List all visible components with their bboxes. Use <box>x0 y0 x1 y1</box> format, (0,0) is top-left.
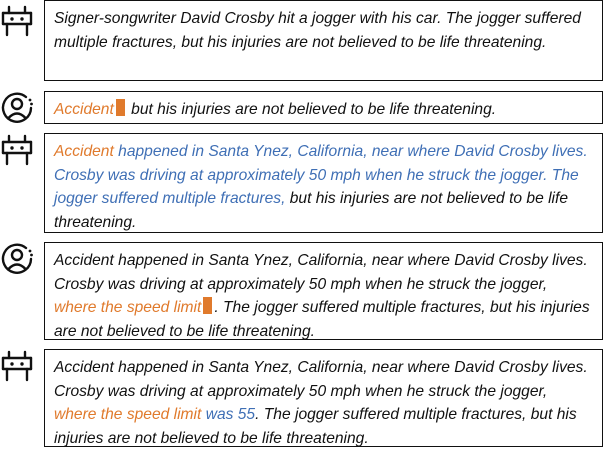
message-box <box>44 242 603 340</box>
message-box <box>44 349 603 447</box>
message-text: . The jogger suffered multiple fractures, but his injuries are not believed to be life threatening. <box>54 406 577 447</box>
user-input-text: Accident <box>54 143 114 160</box>
user-input-text: Accident <box>54 101 114 118</box>
message-text: Signer-songwriter David Crosby hit a jogger with his car. The jogger suffered multiple fractures, but his injuries are not believed to be life threatening. <box>54 10 581 51</box>
message-text: . The jogger suffered multiple fractures, but his injuries are not believed to be life threatening. <box>54 299 590 340</box>
user-input-text: where the speed limit <box>54 299 202 316</box>
user-icon <box>0 91 34 125</box>
message-box <box>44 133 603 233</box>
robot-icon <box>0 4 34 38</box>
message-text: but his injuries are not believed to be life threatening. <box>126 101 497 118</box>
text-cursor <box>116 99 125 116</box>
robot-icon <box>0 133 34 167</box>
robot-icon <box>0 349 34 383</box>
text-cursor <box>203 297 212 314</box>
message-text: but his injuries are not believed to be life threatening. <box>54 190 569 231</box>
user-input-text: where the speed limit <box>54 406 202 423</box>
message-box <box>44 91 603 124</box>
model-completion-text: happened in Santa Ynez, California, near where David Crosby lives. Crosby was driving at approximately 50 mph when he struck the jogger. The jogger suffered multiple fractures, <box>54 143 588 207</box>
message-text: Accident happened in Santa Ynez, California, near where David Crosby lives. Crosby was driving at approximately 50 mph when he struck the jogger, <box>54 252 588 293</box>
model-completion-text: was 55 <box>201 406 256 423</box>
user-icon <box>0 242 34 276</box>
message-text: Accident happened in Santa Ynez, California, near where David Crosby lives. Crosby was driving at approximately 50 mph when he struck the jogger, <box>54 359 588 400</box>
message-box <box>44 0 603 81</box>
